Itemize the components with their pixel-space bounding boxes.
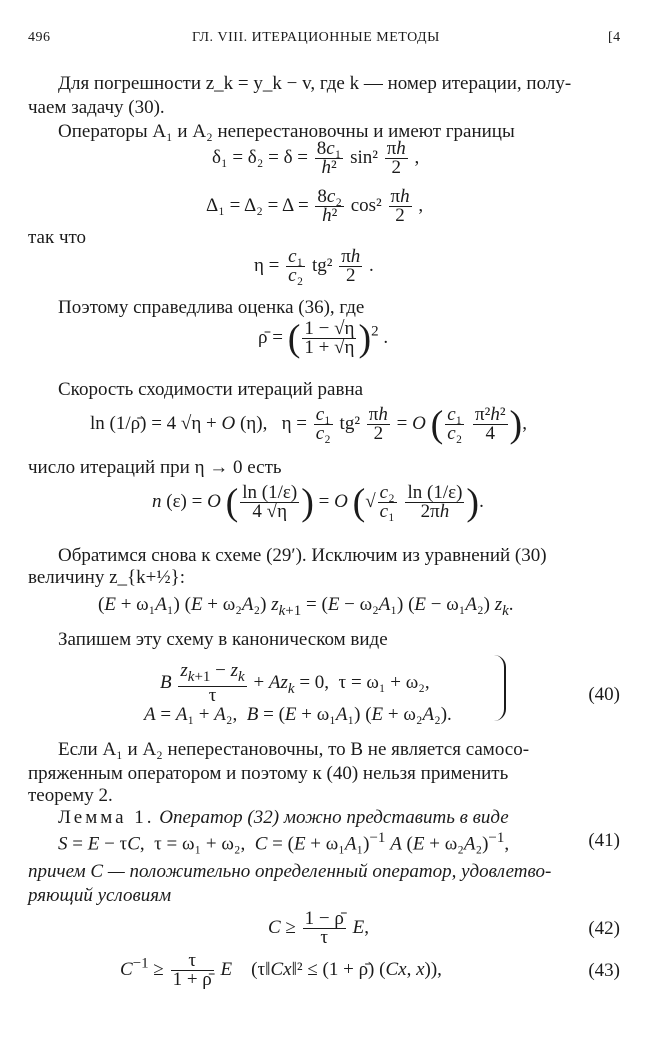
equation-number-42: (42) [588,918,620,939]
system-brace [494,655,506,721]
lemma-label: Лемма 1. [58,807,155,828]
paragraph-canonical: Запишем эту схему в каноническом виде [58,629,388,650]
formula-delta: δ₁ = δ₂ = δ = $\frac{\text{8c₁}}{\text{h²}}$ sin² $\frac{\pi h}{2}$ , [212,138,420,178]
equation-number-43: (43) [588,960,620,981]
formula-iteration-count: n (ε) = O ( $\frac{\ln (1/\varepsilon)}{4 √\eta}$ ) = O (√ $\frac{\text{c₂}}{\text{c₁}}$ $\frac{\ln (1/\varepsilon)}{2\pi h}$ ). [152,481,484,524]
paragraph-positive-line1: причем C — положительно определенный оператор, удовлетво- [28,861,552,882]
paragraph-error-line1: Для погрешности z_k = y_k − v, где k — номер итерации, полу- [58,73,572,94]
lemma-text: Оператор (32) можно представить в виде [159,807,509,828]
paragraph-nonselfadjoint-line3: теорему 2. [28,785,113,806]
formula-canonical-line2: A = A₁ + A₂, B = (E + ω₁A₁) (E + ω₂A₂). [144,704,452,725]
paragraph-error-line2: чаем задачу (30). [28,97,165,118]
formula-condition-43: $C^{-1}$ ≥ $\frac{\tau}{1 + \rhō}$ E (τ‖Cx‖² ≤ (1 + ρ̄) (Cx, x)), [120,950,442,990]
page-number: 496 [28,30,51,45]
paragraph-nonselfadjoint-line1: Если A₁ и A₂ неперестановочны, то B не является самосо- [58,739,530,760]
formula-Delta: Δ₁ = Δ₂ = Δ = $\frac{\text{8c₂}}{\text{h²}}$ cos² $\frac{\pi h}{2}$ , [206,186,424,226]
equation-number-40: (40) [588,684,620,705]
lemma-statement [58,806,622,830]
equation-number-41: (41) [588,830,620,851]
section-mark: [4 [608,30,621,45]
formula-operator-decomposition: S = E − τC, τ = ω₁ + ω₂, $C = (E + \omega_1A_1)^{-1}$ A $(E + \omega_2A_2)^{-1}$, [58,830,510,855]
paragraph-positive-line2: ряющий условиям [28,885,172,906]
formula-eta: η = $\frac{\text{c₁}}{\text{c₂}}$ tg² $\frac{\pi h}{2}$ . [254,246,374,286]
formula-condition-42: C ≥ $\frac{1 - \rhō}{\tau}$ E, [268,908,369,948]
paragraph-scheme-line2: величину z_{k+½}: [28,567,186,588]
paragraph-estimate: Поэтому справедлива оценка (36), где [58,297,365,318]
paragraph-speed: Скорость сходимости итераций равна [58,379,364,400]
formula-scheme-product: (E + ω₁A₁) (E + ω₂A₂) $z_{k+1} = (E - \omega_2A_1) (E - \omega_1A_2)$ $z_k$. [98,594,514,619]
formula-convergence-rate: ln (1/ρ̄) = 4 √η + O (η), η = $\frac{\text{c₁}}{\text{c₂}}$ tg² $\frac{\pi h}{2}$ = O ( $\frac{\text{c₁}}{\text{c₂}}$ $\frac{\text{π²h²}}{4}$ ), [90,403,527,446]
paragraph-operators: Операторы A₁ и A₂ неперестановочны и имеют границы [58,121,515,142]
running-title: ГЛ. VIII. ИТЕРАЦИОННЫЕ МЕТОДЫ [192,30,440,45]
paragraph-iterations: число итераций при η → 0 есть [28,457,282,478]
paragraph-scheme-line1: Обратимся снова к схеме (29′). Исключим из уравнений (30) [58,545,547,566]
so-that-text: так что [28,227,87,248]
formula-rho: ρ̄ = ( $\frac{1 - √\eta}{1 + √\eta}$ )$^2$ . [258,317,389,360]
paragraph-nonselfadjoint-line2: пряженным оператором и поэтому к (40) нельзя применить [28,763,509,784]
formula-canonical-line1: B $\frac{z_{k+1} - z_k}{\tau}$ + $Az_k = 0$, τ = ω₁ + ω₂, [160,660,430,706]
